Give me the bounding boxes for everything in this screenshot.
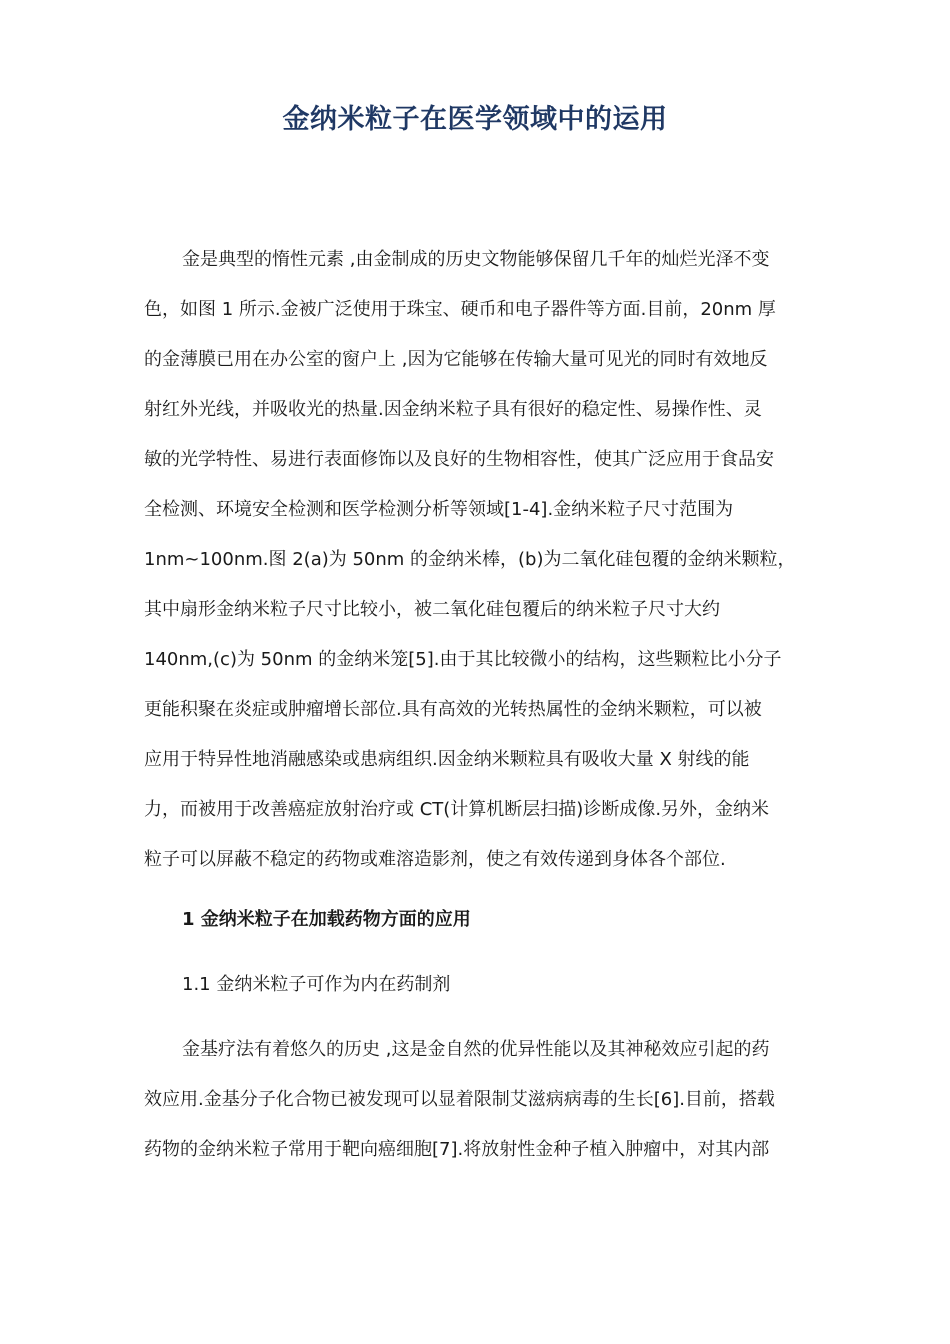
paragraph-intro: [144, 235, 808, 885]
paragraph-line: 更能积聚在炎症或肿瘤增长部位.具有高效的光转热属性的金纳米颗粒，可以被: [144, 699, 762, 720]
paragraph-line: 金基疗法有着悠久的历史 ,这是金自然的优异性能以及其神秘效应引起的药: [182, 1039, 770, 1060]
paragraph-line: 1nm~100nm.图 2(a)为 50nm 的金纳米棒，(b)为二氧化硅包覆的金纳米颗粒，: [144, 549, 796, 570]
section-1-heading: 1 金纳米粒子在加载药物方面的应用: [182, 909, 471, 930]
section-heading: [144, 895, 808, 945]
document-title: 金纳米粒子在医学领域中的运用: [282, 104, 668, 135]
paragraph-line: 140nm,(c)为 50nm 的金纳米笼[5].由于其比较微小的结构，这些颗粒比小分子: [144, 649, 782, 670]
paragraph-line: 射红外光线，并吸收光的热量.因金纳米粒子具有很好的稳定性、易操作性、灵: [144, 399, 762, 420]
paragraph-line: 的金薄膜已用在办公室的窗户上 ,因为它能够在传输大量可见光的同时有效地反: [144, 349, 768, 370]
paragraph-line: 粒子可以屏蔽不稳定的药物或难溶造影剂，使之有效传递到身体各个部位.: [144, 849, 726, 870]
paragraph-line: 效应用.金基分子化合物已被发现可以显着限制艾滋病病毒的生长[6].目前，搭载: [144, 1089, 775, 1110]
paragraph-line: 力，而被用于改善癌症放射治疗或 CT(计算机断层扫描)诊断成像.另外，金纳米: [144, 799, 770, 820]
paragraph-line: 金是典型的惰性元素 ,由金制成的历史文物能够保留几千年的灿烂光泽不变: [182, 249, 770, 270]
paragraph-line: 色，如图 1 所示.金被广泛使用于珠宝、硬币和电子器件等方面.目前，20nm 厚: [144, 299, 776, 320]
section-1-1-heading: 1.1 金纳米粒子可作为内在药制剂: [182, 974, 451, 995]
subsection-heading: [144, 960, 808, 1010]
paragraph-line: 应用于特异性地消融感染或患病组织.因金纳米颗粒具有吸收大量 X 射线的能: [144, 749, 750, 770]
paragraph-line: 其中扇形金纳米粒子尺寸比较小，被二氧化硅包覆后的纳米粒子尺寸大约: [144, 599, 720, 620]
paragraph-line: 药物的金纳米粒子常用于靶向癌细胞[7].将放射性金种子植入肿瘤中，对其内部: [144, 1139, 770, 1160]
paragraph-gold-therapy: [144, 1025, 808, 1175]
paragraph-line: 全检测、环境安全检测和医学检测分析等领域[1-4].金纳米粒子尺寸范围为: [144, 499, 734, 520]
paragraph-line: 敏的光学特性、易进行表面修饰以及良好的生物相容性，使其广泛应用于食品安: [144, 449, 774, 470]
